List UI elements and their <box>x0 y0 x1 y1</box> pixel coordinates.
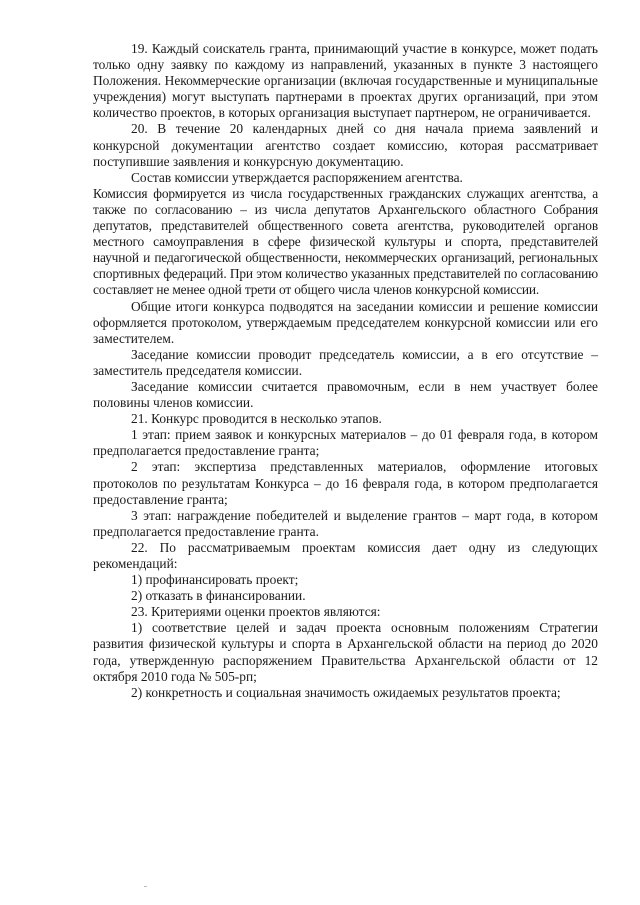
paragraph-stage-3: 3 этап: награждение победителей и выделение грантов – март года, в котором предполагается предоставление гранта. <box>93 507 598 539</box>
paragraph-contest-results: Общие итоги конкурса подводятся на заседании комиссии и решение комиссии оформляется протоколом, утверждаемым председателем конкурсной комиссии или его заместителем. <box>93 298 598 346</box>
paragraph-commission-formation: Комиссия формируется из числа государственных гражданских служащих агентства, а также по согласованию – из числа депутатов Архангельского областного Собрания депутатов, представителей общественного совета агентства, руководителей органов местного самоуправления в сфере физической культуры и спорта, представителей научной и педагогической общественности, некоммерческих организаций, региональных спортивных федераций. При этом количество указанных представителей по согласованию составляет не менее одной трети от общего числа членов конкурсной комиссии. <box>93 185 598 298</box>
document-body <box>93 41 598 701</box>
paragraph-recommendation-1: 1) профинансировать проект; <box>131 572 299 588</box>
paragraph-19: 19. Каждый соискатель гранта, принимающий участие в конкурсе, может подать только одну заявку по каждому из направлений, указанных в пункте 3 настоящего Положения. Некоммерческие организации (включая государственные и муниципальные учреждения) могут выступать партнерами в проектах других организаций, при этом количество проектов, в которых организация выступает партнером, не ограничивается. <box>93 41 598 121</box>
paragraph-recommendation-2: 2) отказать в финансировании. <box>131 588 306 604</box>
paragraph-meeting-quorum: Заседание комиссии считается правомочным, если в нем участвует более половины членов комиссии. <box>93 378 598 411</box>
paragraph-meeting-chair: Заседание комиссии проводит председатель комиссии, а в его отсутствие – заместитель председателя комиссии. <box>93 346 598 378</box>
paragraph-criterion-1: 1) соответствие целей и задач проекта основным положениям Стратегии развития физической культуры и спорта в Архангельской области на период до 2020 года, утвержденную распоряжением Правительства Архангельской области от 12 октября 2010 года № 505-рп; <box>93 620 598 684</box>
paragraph-stage-1: 1 этап: прием заявок и конкурсных материалов – до 01 февраля года, в котором предполагается предоставление гранта; <box>93 427 598 459</box>
paragraph-20: 20. В течение 20 календарных дней со дня начала приема заявлений и конкурсной документации агентство создает комиссию, которая рассматривает поступившие заявления и конкурсную документацию. <box>93 121 598 169</box>
paragraph-stage-2: 2 этап: экспертиза представленных материалов, оформление итоговых протоколов по результатам Конкурса – до 16 февраля года, в котором предполагается предоставление гранта; <box>93 459 598 507</box>
paragraph-commission-composition: Состав комиссии утверждается распоряжением агентства. <box>131 169 463 185</box>
paragraph-criterion-2: 2) конкретность и социальная значимость ожидаемых результатов проекта; <box>131 684 561 700</box>
scan-speck <box>144 886 147 887</box>
paragraph-21: 21. Конкурс проводится в несколько этапов. <box>131 411 382 427</box>
paragraph-22: 22. По рассматриваемым проектам комиссия дает одну из следующих рекомендаций: <box>93 539 598 571</box>
paragraph-23: 23. Критериями оценки проектов являются: <box>131 604 381 620</box>
